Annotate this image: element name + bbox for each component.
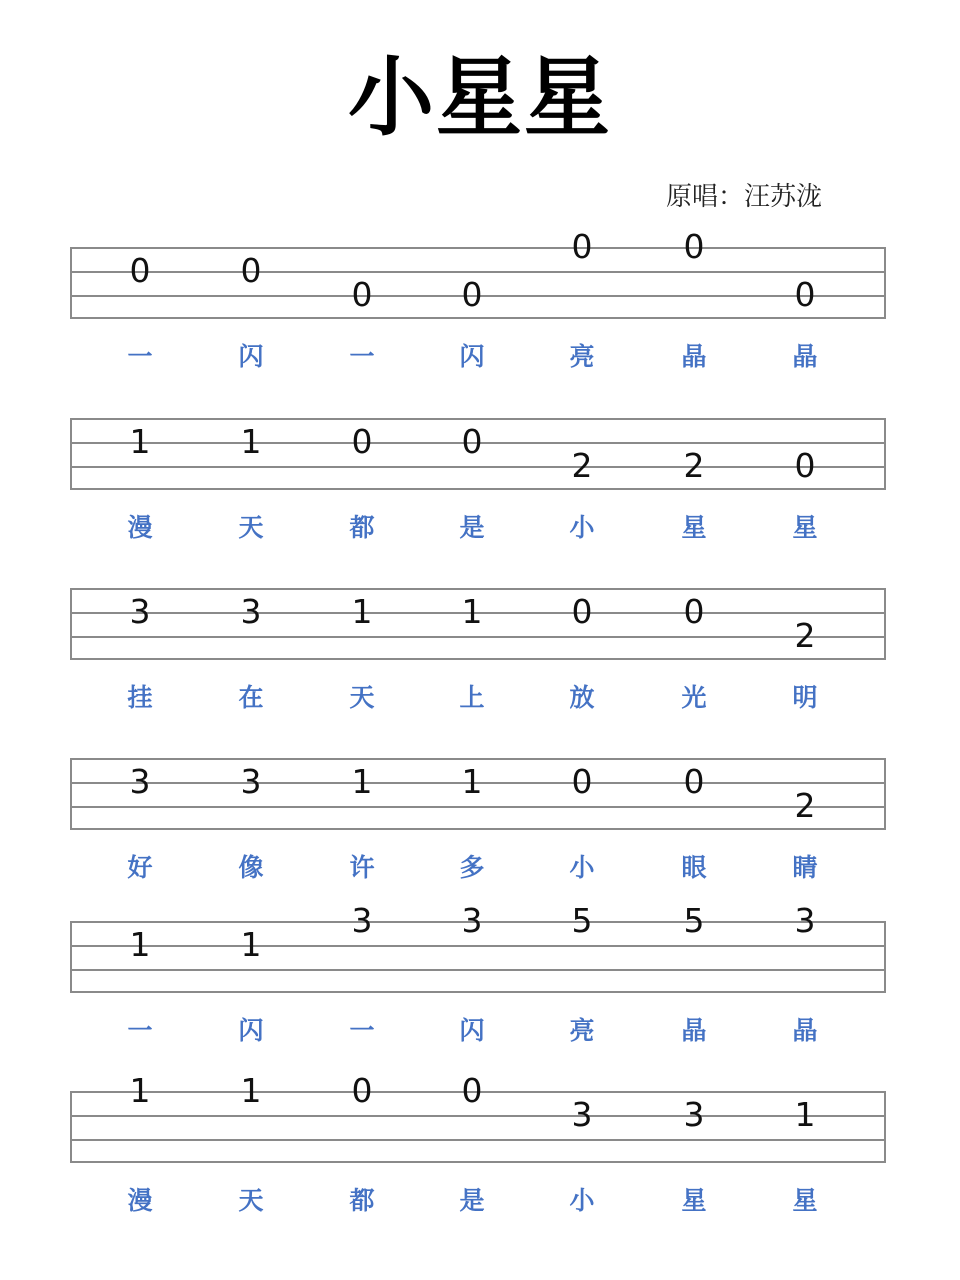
fret-number: 1: [240, 1071, 262, 1110]
fret-number: 3: [129, 592, 151, 631]
lyric-char: 多: [459, 853, 485, 882]
lyric-char: 在: [238, 683, 264, 712]
fret-number: 0: [461, 1071, 483, 1110]
fret-number: 0: [571, 762, 593, 801]
lyric-char: 闪: [238, 1016, 264, 1045]
lyric-char: 天: [238, 513, 264, 542]
lyric-char: 闪: [459, 342, 485, 371]
fret-number: 0: [461, 422, 483, 461]
lyric-char: 都: [349, 513, 375, 542]
lyric-char: 小: [569, 513, 595, 542]
lyric-char: 像: [238, 853, 264, 882]
lyric-char: 明: [792, 683, 818, 712]
fret-number: 2: [683, 446, 705, 485]
lyric-char: 漫: [127, 513, 153, 542]
fret-number: 5: [683, 901, 705, 940]
fret-number: 1: [461, 592, 483, 631]
staff-line: [72, 1139, 884, 1141]
fret-number: 3: [461, 901, 483, 940]
lyric-char: 好: [127, 853, 153, 882]
fret-number: 0: [240, 251, 262, 290]
fret-number: 2: [794, 616, 816, 655]
lyric-char: 漫: [127, 1186, 153, 1215]
fret-number: 0: [794, 275, 816, 314]
lyric-char: 星: [792, 1186, 818, 1215]
lyric-char: 晶: [792, 342, 818, 371]
fret-number: 3: [683, 1095, 705, 1134]
lyric-char: 是: [459, 513, 485, 542]
lyric-char: 亮: [569, 1016, 595, 1045]
lyric-char: 星: [792, 513, 818, 542]
staff-line: [72, 969, 884, 971]
lyric-char: 星: [681, 1186, 707, 1215]
fret-number: 3: [240, 762, 262, 801]
fret-number: 1: [794, 1095, 816, 1134]
lyric-char: 闪: [238, 342, 264, 371]
staff-line: [72, 945, 884, 947]
fret-number: 3: [129, 762, 151, 801]
lyric-char: 晶: [681, 1016, 707, 1045]
lyric-char: 一: [349, 1016, 375, 1045]
fret-number: 0: [351, 1071, 373, 1110]
fret-number: 0: [571, 592, 593, 631]
lyric-char: 小: [569, 1186, 595, 1215]
lyric-char: 挂: [127, 683, 153, 712]
fret-number: 0: [571, 227, 593, 266]
staff-line: [72, 636, 884, 638]
fret-number: 0: [129, 251, 151, 290]
fret-number: 0: [461, 275, 483, 314]
fret-number: 1: [240, 422, 262, 461]
lyric-char: 放: [569, 683, 595, 712]
lyric-char: 晶: [792, 1016, 818, 1045]
fret-number: 0: [683, 592, 705, 631]
fret-number: 5: [571, 901, 593, 940]
fret-number: 3: [571, 1095, 593, 1134]
staff-line: [72, 271, 884, 273]
lyric-char: 晶: [681, 342, 707, 371]
lyric-char: 上: [459, 683, 485, 712]
fret-number: 0: [351, 422, 373, 461]
fret-number: 1: [351, 762, 373, 801]
lyric-char: 天: [349, 683, 375, 712]
staff-line: [72, 806, 884, 808]
fret-number: 0: [683, 762, 705, 801]
fret-number: 0: [794, 446, 816, 485]
staff-line: [72, 1115, 884, 1117]
fret-number: 1: [461, 762, 483, 801]
fret-number: 1: [240, 925, 262, 964]
fret-number: 1: [129, 925, 151, 964]
lyric-char: 小: [569, 853, 595, 882]
lyric-char: 睛: [792, 853, 818, 882]
fret-number: 3: [240, 592, 262, 631]
lyric-char: 一: [127, 342, 153, 371]
fret-number: 0: [683, 227, 705, 266]
fret-number: 1: [129, 1071, 151, 1110]
fret-number: 0: [351, 275, 373, 314]
lyric-char: 天: [238, 1186, 264, 1215]
lyric-char: 亮: [569, 342, 595, 371]
song-title: 小星星: [348, 48, 612, 148]
singer-credit: 原唱：汪苏泷: [666, 182, 823, 212]
lyric-char: 是: [459, 1186, 485, 1215]
staff-line: [72, 466, 884, 468]
fret-number: 1: [351, 592, 373, 631]
lyric-char: 一: [127, 1016, 153, 1045]
lyric-char: 眼: [681, 853, 707, 882]
lyric-char: 光: [681, 683, 707, 712]
fret-number: 3: [351, 901, 373, 940]
lyric-char: 一: [349, 342, 375, 371]
lyric-char: 闪: [459, 1016, 485, 1045]
fret-number: 1: [129, 422, 151, 461]
fret-number: 3: [794, 901, 816, 940]
fret-number: 2: [571, 446, 593, 485]
lyric-char: 都: [349, 1186, 375, 1215]
lyric-char: 许: [349, 853, 375, 882]
lyric-char: 星: [681, 513, 707, 542]
fret-number: 2: [794, 786, 816, 825]
